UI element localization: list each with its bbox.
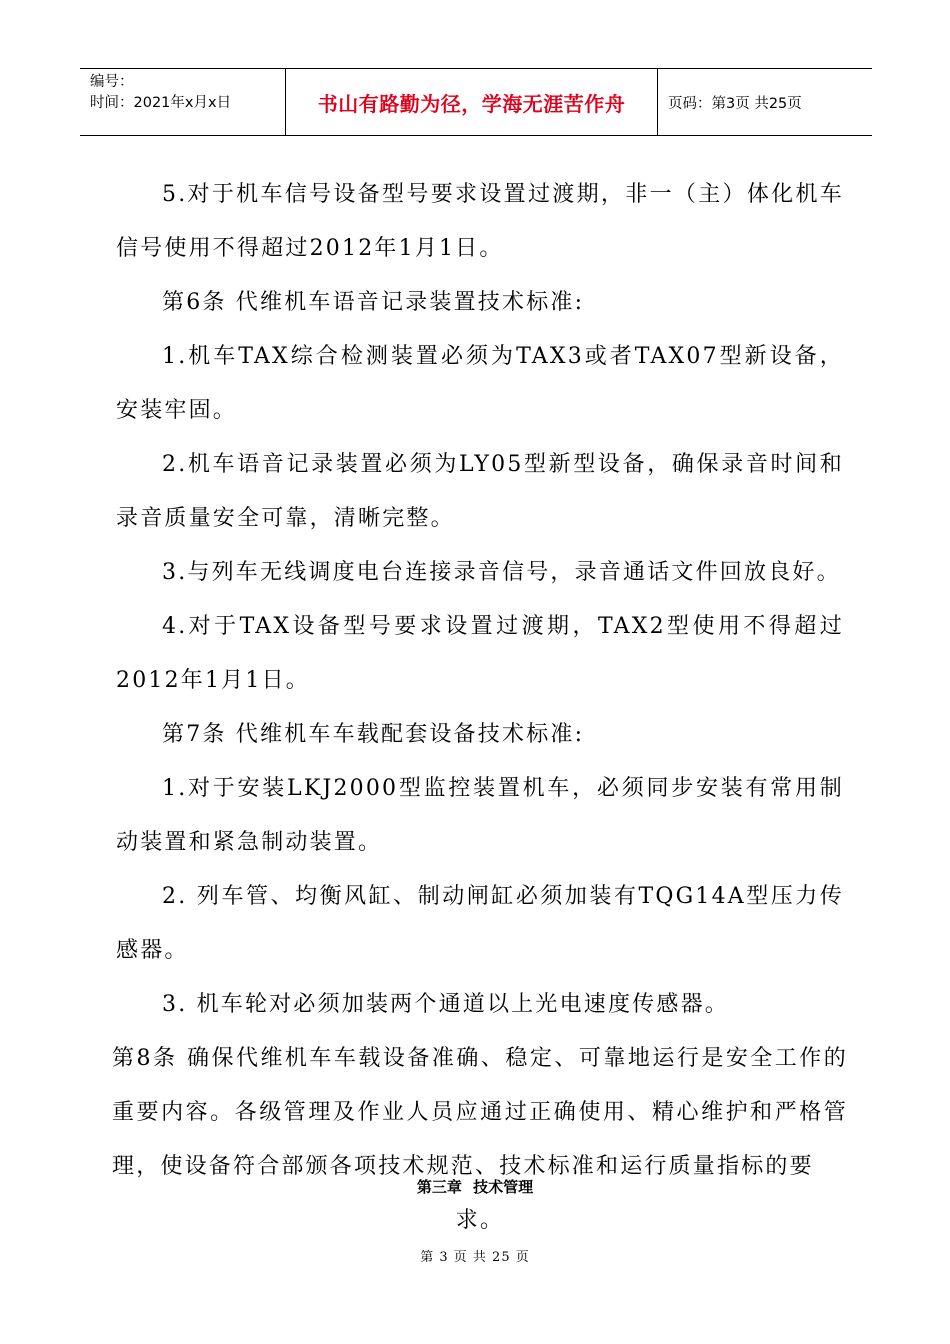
page-footer: 第 3 页 共 25 页	[420, 1250, 530, 1265]
article-heading: 第6条 代维机车语音记录装置技术标准:	[162, 290, 585, 315]
document-number-label: 编号：	[90, 74, 134, 90]
paragraph: 2.机车语音记录装置必须为LY05型新型设备，确保录音时间和录音质量安全可靠，清晰完整。	[116, 452, 844, 531]
chapter-title: 第三章 技术管理	[416, 1178, 534, 1196]
header-meta	[80, 69, 286, 135]
header-motto: 书山有路勤为径，学海无涯苦作舟	[286, 69, 658, 135]
paragraph: 5.对于机车信号设备型号要求设置过渡期，非一（主）体化机车信号使用不得超过2012年1月1日。	[116, 182, 844, 261]
paragraph: 4.对于TAX设备型号要求设置过渡期，TAX2型使用不得超过2012年1月1日。	[116, 614, 844, 693]
body-text	[112, 168, 848, 1248]
paragraph: 3. 机车轮对必须加装两个通道以上光电速度传感器。	[162, 992, 729, 1017]
header-page-info: 页码：第3页 共25页	[668, 95, 802, 112]
document-time-label: 时间：2021年x月x日	[90, 95, 232, 111]
paragraph: 3.与列车无线调度电台连接录音信号，录音通话文件回放良好。	[162, 560, 841, 585]
article-8-paragraph: 第8条 确保代维机车车载设备准确、稳定、可靠地运行是安全工作的重要内容。各级管理及作业人员应通过正确使用、精心维护和严格管理，使设备符合部颁各项技术规范、技术标准和运行质量指标的要	[112, 1046, 848, 1179]
paragraph: 1.对于安装LKJ2000型监控装置机车，必须同步安装有常用制动装置和紧急制动装置。	[116, 776, 844, 855]
article-8-paragraph-end: 求。	[455, 1208, 505, 1233]
paragraph: 2. 列车管、均衡风缸、制动闸缸必须加装有TQG14A型压力传感器。	[116, 884, 844, 963]
paragraph: 1.机车TAX综合检测装置必须为TAX3或者TAX07型新设备，安装牢固。	[116, 344, 844, 423]
page-header	[80, 68, 872, 136]
article-heading: 第7条 代维机车车载配套设备技术标准:	[162, 722, 585, 747]
